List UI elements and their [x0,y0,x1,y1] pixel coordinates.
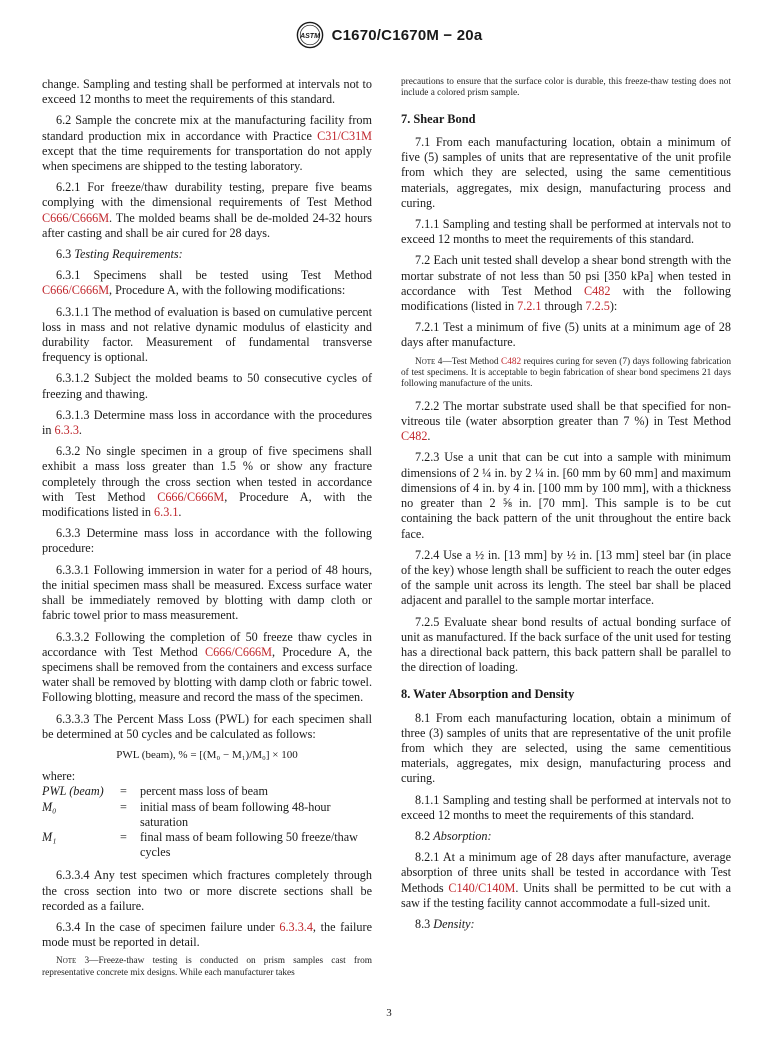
link-c666[interactable]: C666/C666M [42,283,110,298]
note-3: Note 3—Freeze-thaw testing is conducted on prism samples cast from representative concrete mix designs. While each manufacturer takes [42,956,372,978]
paragraph-6-2-1: 6.2.1 For freeze/thaw durability testing, prepare five beams complying with the dimensional requirements of Test Method C666/C666M. The molded beams shall be de-molded 24-32 hours after casting and shall be air cured for 28 days. [42,180,372,240]
section-heading-7: 7. Shear Bond [401,111,476,126]
paragraph-7-2-2: 7.2.2 The mortar substrate used shall be that specified for non-vitreous tile (water absorption greater than 7 %) in Test Method C482. [401,398,731,444]
paragraph-6-3-3-1: 6.3.3.1 Following immersion in water for a period of 48 hours, the initial specimen mass shall be measured. Excess surface water shall be immediately removed by blotting with damp cloth or fabric towel prior to mass measurement. [42,562,372,623]
link-c666[interactable]: C666/C666M [157,489,225,504]
left-column [42,77,372,987]
link-6-3-1[interactable]: 6.3.1 [154,505,179,520]
page-header [0,20,778,50]
paragraph-7-1-1: 7.1.1 Sampling and testing shall be performed at intervals not to exceed 12 months to meet the requirements of this standard. [401,217,731,247]
paragraph-7-2-4: 7.2.4 Use a ½ in. [13 mm] by ½ in. [13 mm] steel bar (in place of the key) whose length shall be sufficient to reach the outer edges of the sample unit across its length. The steel bar shall be placed adjacent and parallel to the sample mortar interface. [401,547,731,608]
note-4: Note 4—Test Method C482 requires curing for seven (7) days following fabrication of test specimens. It is acceptable to begin fabrication of shear bond specimens 21 days following manufacture of the units. [401,356,731,390]
paragraph-6-3-3-4: 6.3.3.4 Any test specimen which fractures completely through the cross section into two or more discrete sections shall be recorded as a failure. [42,868,372,913]
paragraph-7-2: 7.2 Each unit tested shall develop a shear bond strength with the mortar substrate of not less than 50 psi [350 kPa] when tested in accordance with Test Method C482 with the following modifications (listed in 7.2.1 through 7.2.5): [401,253,731,314]
link-c666[interactable]: C666/C666M [42,210,110,225]
definition-row: PWL (beam) = percent mass loss of beam [42,784,268,799]
paragraph-6-3-3: 6.3.3 Determine mass loss in accordance with the following procedure: [42,526,372,556]
paragraph-7-1: 7.1 From each manufacturing location, obtain a minimum of five (5) samples of units that are representative of the unit profile from which they are selected, using the same cementitious materials, aggregates, mix design, manufacturing process and curing. [401,135,731,210]
paragraph-6-3-1: 6.3.1 Specimens shall be tested using Test Method C666/C666M, Procedure A, with the following modifications: [42,268,372,298]
pwl-formula: PWL (beam), % = [(M₀ − M₁)/M₀] × 100 [116,748,298,761]
standard-designation: C1670/C1670M − 20a [331,26,483,44]
page-number: 3 [386,1007,392,1019]
paragraph-7-2-5: 7.2.5 Evaluate shear bond results of actual bonding surface of unit as manufactured. If the back surface of the unit used for testing has a directional back pattern, this back pattern shall be parallel to the direction of loading. [401,614,731,675]
paragraph-8-2: 8.2 Absorption: [415,828,492,843]
link-6-3-3[interactable]: 6.3.3 [54,423,79,438]
astm-logo-icon [296,21,324,49]
section-heading-8: 8. Water Absorption and Density [401,687,575,702]
where-label: where: [42,769,76,784]
paragraph-7-2-3: 7.2.3 Use a unit that can be cut into a sample with minimum dimensions of 2 ¼ in. by 2 ¼ in. [60 mm by 60 mm] and maximum dimensions of 4 in. by 4 in. [100 mm by 100 mm], with a thickness no greater than 2 ⅝ in. [70 mm]. This sample is to be cut containing the back pattern of the unit throughout the entire back face. [401,450,731,541]
link-c140[interactable]: C140/C140M [448,880,516,895]
paragraph-8-3: 8.3 Density: [415,916,475,931]
paragraph-6-3-1-3: 6.3.1.3 Determine mass loss in accordance with the procedures in 6.3.3. [42,407,372,438]
link-c482[interactable]: C482 [401,429,428,444]
paragraph-6-3-3-3: 6.3.3.3 The Percent Mass Loss (PWL) for each specimen shall be determined at 50 cycles and be calculated as follows: [42,711,372,741]
link-c666[interactable]: C666/C666M [204,644,272,659]
paragraph-7-2-1: 7.2.1 Test a minimum of five (5) units at a minimum age of 28 days after manufacture. [401,320,731,350]
paragraph-6-2: 6.2 Sample the concrete mix at the manufacturing facility from standard production mix in accordance with Practice C31/C31M except that the time requirements for transportation do not apply when specimens are shipped to the testing laboratory. [42,113,372,174]
paragraph-6-3-4: 6.3.4 In the case of specimen failure under 6.3.3.4, the failure mode must be reported in detail. [42,919,372,950]
definition-list [42,784,372,860]
definition-row: M₁ = final mass of beam following 50 freeze/thaw cycles [42,829,358,860]
link-6-3-3-4[interactable]: 6.3.3.4 [279,919,313,934]
right-column [401,77,731,938]
paragraph-8-1: 8.1 From each manufacturing location, obtain a minimum of three (3) samples of units that are representative of the unit profile from which they are selected, using the same cementitious materials, aggregates, mix design, manufacturing process and curing. [401,710,731,786]
paragraph-6-3-2: 6.3.2 No single specimen in a group of five specimens shall exhibit a mass loss greater than 1.5 % or show any fracture completely through the cross section when tested in accordance with Test Method C666/C666M, Procedure A, with the modifications listed in 6.3.1. [42,444,372,520]
link-c31[interactable]: C31/C31M [317,128,372,143]
paragraph-continuation: change. Sampling and testing shall be performed at intervals not to exceed 12 months to meet the requirements of this standard. [42,77,372,107]
paragraph-8-2-1: 8.2.1 At a minimum age of 28 days after manufacture, average absorption of three units shall be tested in accordance with Test Methods C140/C140M. Units shall be permitted to be cut with a saw if the testing facility cannot accommodate a full-sized unit. [401,850,731,910]
note-3-continuation: precautions to ensure that the surface color is durable, this freeze-thaw testing does not include a colored prism sample. [401,77,731,99]
paragraph-8-1-1: 8.1.1 Sampling and testing shall be performed at intervals not to exceed 12 months to meet the requirements of this standard. [401,792,731,822]
paragraph-6-3: 6.3 Testing Requirements: [56,247,183,262]
svg-text:ASTM: ASTM [299,32,320,40]
link-c482[interactable]: C482 [584,283,611,298]
definition-row: M₀ = initial mass of beam following 48-hour saturation [42,799,331,829]
link-7-2-5[interactable]: 7.2.5 [585,299,610,314]
link-c482[interactable]: C482 [501,356,522,367]
link-7-2-1[interactable]: 7.2.1 [517,299,542,314]
paragraph-6-3-1-1: 6.3.1.1 The method of evaluation is based on cumulative percent loss in mass and not relative dynamic modulus of elasticity and durability factor. Measurement of fundamental transverse frequency is optional. [42,304,372,365]
paragraph-6-3-1-2: 6.3.1.2 Subject the molded beams to 50 consecutive cycles of freezing and thawing. [42,371,372,401]
paragraph-6-3-3-2: 6.3.3.2 Following the completion of 50 freeze thaw cycles in accordance with Test Method C666/C666M, Procedure A, the specimens shall be removed from the containers and excess surface water shall be removed by blotting with damp cloth or fabric towel. Following blotting, measure and record the mass of the specimen. [42,629,372,705]
